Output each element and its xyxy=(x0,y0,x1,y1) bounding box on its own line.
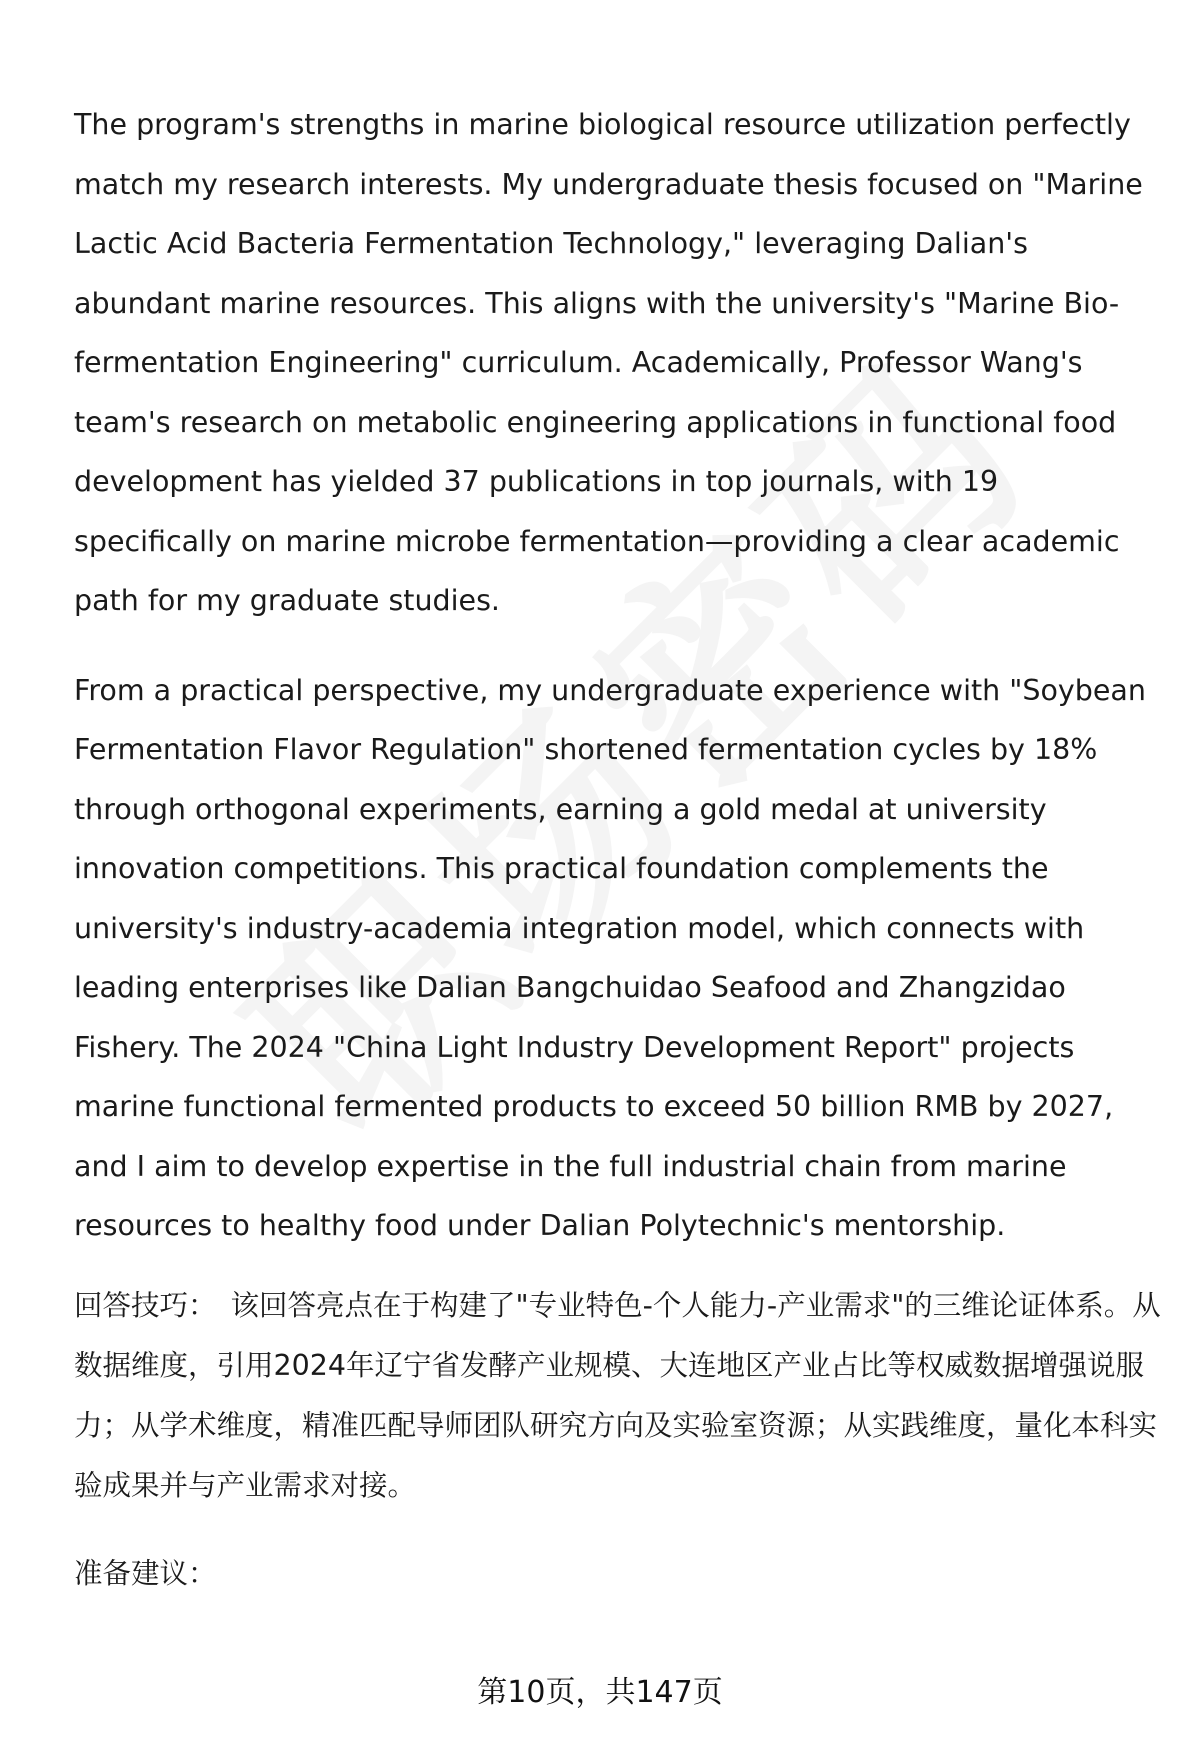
paragraph-practical-fit: From a practical perspective, my undergraduate experience with "Soybean Fermentation Flavor Regulation" shortened fermentation cycles by 18% through orthogonal experiments, earning a gold medal at university innovation competitions. This practical foundation complements the university's industry-academia integration model, which connects with leading enterprises like Dalian Bangchuidao Seafood and Zhangzidao Fishery. The 2024 "China Light Industry Development Report" projects marine functional fermented products to exceed 50 billion RMB by 2027, and I aim to develop expertise in the full industrial chain from marine resources to healthy food under Dalian Polytechnic's mentorship. xyxy=(74,673,1146,1242)
answer-tips xyxy=(74,1276,1164,1516)
answer-tips-text: 该回答亮点在于构建了"专业特色-个人能力-产业需求"的三维论证体系。从数据维度，引用2024年辽宁省发酵产业规模、大连地区产业占比等权威数据增强说服力；从学术维度，精准匹配导师团队研究方向及实验室资源；从实践维度，量化本科实验成果并与产业需求对接。 xyxy=(74,1288,1161,1502)
paragraph-academic-fit: The program's strengths in marine biological resource utilization perfectly match my research interests. My undergraduate thesis focused on "Marine Lactic Acid Bacteria Fermentation Technology," leveraging Dalian's abundant marine resources. This aligns with the university's "Marine Bio-fermentation Engineering" curriculum. Academically, Professor Wang's team's research on metabolic engineering applications in functional food development has yielded 37 publications in top journals, with 19 specifically on marine microbe fermentation—providing a clear academic path for my graduate studies. xyxy=(74,108,1143,617)
answer-tips-label: 回答技巧： xyxy=(74,1288,217,1322)
document-body xyxy=(74,95,1164,1604)
preparation-advice-label: 准备建议： xyxy=(74,1556,217,1590)
page-number: 第10页，共147页 xyxy=(477,1675,723,1710)
